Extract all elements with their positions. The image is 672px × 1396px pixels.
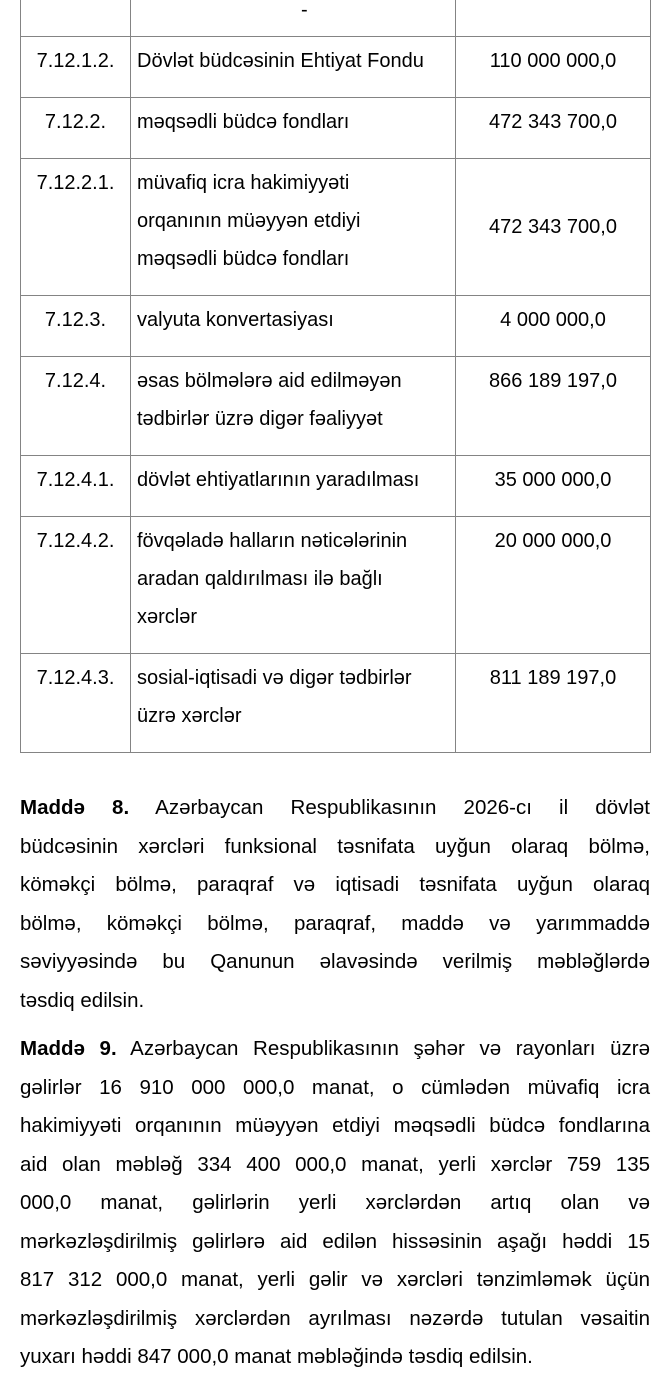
table-row (21, 159, 651, 296)
clipped-text-fragment: - (301, 0, 308, 21)
paragraph-line: aid olan məbləğ 334 400 000,0 manat, yerli xərclər 759 135 (20, 1152, 650, 1176)
row-number-cell: 7.12.4. (21, 357, 131, 456)
paragraph-line: təsdiq edilsin. (20, 988, 145, 1012)
row-value-cell: 811 189 197,0 (456, 654, 651, 753)
cell-text-line: fövqəladə halların nəticələrinin (137, 530, 408, 552)
row-number-cell: 7.12.4.2. (21, 517, 131, 654)
row-value-cell: 4 000 000,0 (456, 296, 651, 357)
paragraph-line: köməkçi bölmə, paraqraf və iqtisadi təsnifata uyğun olaraq (20, 873, 650, 896)
row-value-cell: 20 000 000,0 (456, 517, 651, 654)
row-value-cell: 472 343 700,0 (456, 159, 651, 296)
paragraph-line: Maddə 8. Azərbaycan Respublikasının 2026-cı il dövlət (20, 796, 650, 819)
row-text-cell (131, 517, 456, 654)
row-text-cell (131, 0, 456, 37)
table-row (21, 357, 651, 456)
paragraph-madde-8 (20, 789, 650, 1020)
row-value-cell: 110 000 000,0 (456, 37, 651, 98)
row-value-cell: 35 000 000,0 (456, 456, 651, 517)
paragraph-line: büdcəsinin xərcləri funksional təsnifata uyğun olaraq bölmə, (20, 834, 650, 858)
row-text-cell (131, 296, 456, 357)
paragraph-line: mərkəzləşdirilmiş gəlirlərə aid edilən hissəsinin aşağı həddi 15 (20, 1229, 650, 1253)
paragraph-line: mərkəzləşdirilmiş xərclərdən ayrılması nəzərdə tutulan vəsaitin (20, 1306, 650, 1330)
cell-text-line: sosial-iqtisadi və digər tədbirlər (137, 667, 412, 689)
row-number-cell: 7.12.1.2. (21, 37, 131, 98)
row-text-cell (131, 654, 456, 753)
paragraph-madde-9 (20, 1030, 650, 1377)
cell-text-line: valyuta konvertasiyası (137, 309, 334, 331)
cell-text-line: Dövlət büdcəsinin Ehtiyat Fondu (137, 50, 424, 72)
table-row (21, 296, 651, 357)
table-row-partial (21, 0, 651, 37)
table-row (21, 37, 651, 98)
row-number-cell: 7.12.4.3. (21, 654, 131, 753)
row-number-cell (21, 0, 131, 37)
row-text-cell (131, 159, 456, 296)
paragraph-line: bölmə, köməkçi bölmə, paraqraf, maddə və yarımmaddə (20, 911, 650, 935)
budget-table-body (21, 0, 651, 753)
row-text-cell (131, 456, 456, 517)
cell-text-line: müvafiq icra hakimiyyəti (137, 172, 350, 194)
row-number-cell: 7.12.4.1. (21, 456, 131, 517)
paragraph-line: yuxarı həddi 847 000,0 manat məbləğində təsdiq edilsin. (20, 1345, 533, 1368)
cell-text-line: xərclər (137, 606, 198, 628)
cell-text-line: məqsədli büdcə fondları (137, 111, 350, 133)
row-text-cell (131, 37, 456, 98)
table-row (21, 654, 651, 753)
row-number-cell: 7.12.2. (21, 98, 131, 159)
paragraph-line: Maddə 9. Azərbaycan Respublikasının şəhər və rayonları üzrə (20, 1037, 650, 1060)
row-number-cell: 7.12.2.1. (21, 159, 131, 296)
cell-text-line: məqsədli büdcə fondları (137, 248, 350, 270)
row-value-cell: 866 189 197,0 (456, 357, 651, 456)
paragraph-line: hakimiyyəti orqanının müəyyən etdiyi məqsədli büdcə fondlarına (20, 1114, 650, 1137)
row-text-cell (131, 357, 456, 456)
paragraph-line: gəlirlər 16 910 000 000,0 manat, o cümlədən müvafiq icra (20, 1075, 650, 1099)
row-value-cell (456, 0, 651, 37)
paragraph-line: səviyyəsində bu Qanunun əlavəsində verilmiş məbləğlərdə (20, 950, 650, 973)
row-text-cell (131, 98, 456, 159)
cell-text-line: üzrə xərclər (137, 705, 242, 727)
cell-text-line: aradan qaldırılması ilə bağlı (137, 568, 383, 590)
law-paragraphs (0, 789, 672, 1377)
cell-text-line: əsas bölmələrə aid edilməyən (137, 370, 402, 392)
budget-table (20, 0, 651, 753)
paragraph-label: Maddə 9. (20, 1037, 117, 1060)
paragraph-line: 817 312 000,0 manat, yerli gəlir və xərcləri tənzimləmək üçün (20, 1268, 650, 1291)
table-row (21, 456, 651, 517)
paragraph-line: 000,0 manat, gəlirlərin yerli xərclərdən artıq olan və (20, 1191, 650, 1214)
cell-text-line: orqanının müəyyən etdiyi (137, 210, 361, 232)
row-number-cell: 7.12.3. (21, 296, 131, 357)
cell-text-line: dövlət ehtiyatlarının yaradılması (137, 469, 420, 491)
paragraph-label: Maddə 8. (20, 796, 130, 819)
row-value-cell: 472 343 700,0 (456, 98, 651, 159)
table-row (21, 517, 651, 654)
cell-text-line: tədbirlər üzrə digər fəaliyyət (137, 408, 383, 430)
table-row (21, 98, 651, 159)
